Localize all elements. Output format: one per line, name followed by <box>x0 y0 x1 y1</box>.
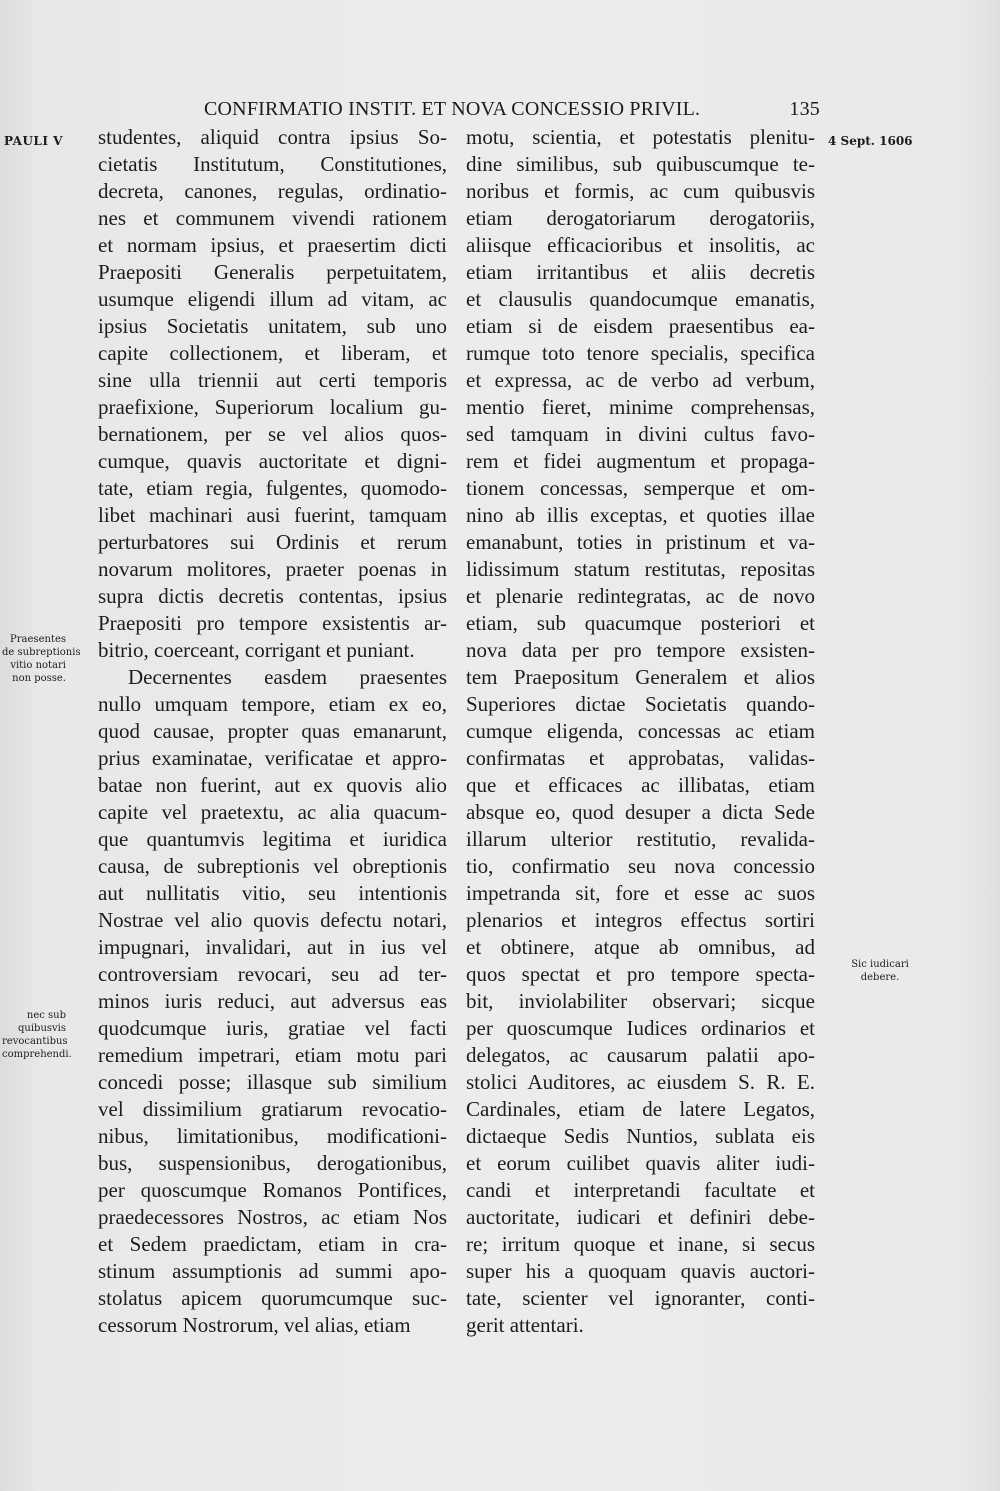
text-line: cumque eligenda, concessas ac etiam <box>466 719 815 743</box>
text-line: nova data per pro tempore exsisten- <box>466 638 815 662</box>
text-line: et obtinere, atque ab omnibus, ad <box>466 935 815 959</box>
running-head <box>204 98 820 124</box>
running-head-title: CONFIRMATIO INSTIT. ET NOVA CONCESSIO PRIVIL. <box>204 98 701 120</box>
text-line: etiam irritantibus et aliis decretis <box>466 260 815 284</box>
text-line: impugnari, invalidari, aut in ius vel <box>98 935 447 959</box>
text-line: que et efficaces ac illibatas, etiam <box>466 773 815 797</box>
text-line: Praepositi pro tempore exsistentis ar- <box>98 611 447 635</box>
text-line: capite collectionem, et liberam, et <box>98 341 447 365</box>
margin-note-revocation <box>2 1009 72 1061</box>
text-line: super his a quoquam quavis auctori- <box>466 1259 815 1283</box>
text-line: controversiam revocari, seu ad ter- <box>98 962 447 986</box>
text-line: ipsius Societatis unitatem, sub uno <box>98 314 447 338</box>
text-line: dine similibus, sub quibuscumque te- <box>466 152 815 176</box>
text-line: tionem concessas, semperque et om- <box>466 476 815 500</box>
margin-note-line: de subreptionis <box>2 647 81 658</box>
margin-note-line: comprehendi. <box>2 1049 72 1060</box>
text-line: re; irritum quoque et inane, si secus <box>466 1232 815 1256</box>
text-line: minos iuris reduci, aut adversus eas <box>98 989 447 1013</box>
right-text-column <box>466 124 815 1339</box>
margin-pope-name: PAULI V <box>4 134 63 148</box>
text-line: mentio fieret, minime comprehensas, <box>466 395 815 419</box>
text-line: tate, etiam regia, fulgentes, quomodo- <box>98 476 447 500</box>
text-line: praedecessores Nostros, ac etiam Nos <box>98 1205 447 1229</box>
text-line: etiam, sub quacumque posteriori et <box>466 611 815 635</box>
text-line: libet machinari ausi fuerint, tamquam <box>98 503 447 527</box>
margin-note-line: vitio notari <box>10 660 66 671</box>
text-line: et clausulis quandocumque emanatis, <box>466 287 815 311</box>
text-line: concedi posse; illasque sub similium <box>98 1070 447 1094</box>
margin-note-line: Praesentes <box>10 634 66 645</box>
text-line: bernationem, per se vel alios quos- <box>98 422 447 446</box>
margin-date: 4 Sept. 1606 <box>828 134 913 148</box>
text-line: aliisque efficacioribus et insolitis, ac <box>466 233 815 257</box>
text-line: nibus, limitationibus, modificationi- <box>98 1124 447 1148</box>
text-line: novarum molitores, praeter poenas in <box>98 557 447 581</box>
text-line: perturbatores sui Ordinis et rerum <box>98 530 447 554</box>
text-line: confirmatas et approbatas, validas- <box>466 746 815 770</box>
text-line: emanabunt, toties in pristinum et va- <box>466 530 815 554</box>
left-text-column <box>98 124 447 1339</box>
margin-note-line: debere. <box>860 972 900 983</box>
margin-note-subreption <box>2 633 81 685</box>
text-line: quodcumque iuris, gratiae vel facti <box>98 1016 447 1040</box>
text-line: stolici Auditores, ac eiusdem S. R. E. <box>466 1070 815 1094</box>
text-line: dictaeque Sedis Nuntios, sublata eis <box>466 1124 815 1148</box>
text-line: sine ulla triennii aut certi temporis <box>98 368 447 392</box>
text-line: quod causae, propter quas emanarunt, <box>98 719 447 743</box>
text-line: Decernentes easdem praesentes <box>128 665 447 689</box>
text-line: gerit attentari. <box>466 1313 584 1337</box>
text-line: causa, de subreptionis vel obreptionis <box>98 854 447 878</box>
text-line: et expressa, ac de verbo ad verbum, <box>466 368 815 392</box>
text-line: nullo umquam tempore, etiam ex eo, <box>98 692 447 716</box>
text-line: bitrio, coerceant, corrigant et puniant. <box>98 638 415 662</box>
text-line: batae non fuerint, aut ex quovis alio <box>98 773 447 797</box>
margin-note-line: nec sub <box>26 1010 66 1021</box>
text-line: motu, scientia, et potestatis plenitu- <box>466 125 815 149</box>
text-line: per quoscumque Romanos Pontifices, <box>98 1178 447 1202</box>
text-line: cumque, quavis auctoritate et digni- <box>98 449 447 473</box>
text-line: sed tamquam in divini cultus favo- <box>466 422 815 446</box>
text-line: decreta, canones, regulas, ordinatio- <box>98 179 447 203</box>
margin-note-line: quibusvis <box>18 1023 66 1034</box>
text-line: impetranda sit, fore et esse ac suos <box>466 881 815 905</box>
text-line: et Sedem praedictam, etiam in cra- <box>98 1232 447 1256</box>
text-line: rem et fidei augmentum et propaga- <box>466 449 815 473</box>
text-line: absque eo, quod desuper a dicta Sede <box>466 800 815 824</box>
text-line: capite vel praetextu, ac alia quacum- <box>98 800 447 824</box>
text-line: nes et communem vivendi rationem <box>98 206 447 230</box>
margin-note-judging <box>838 958 922 984</box>
text-line: Nostrae vel alio quovis defectu notari, <box>98 908 447 932</box>
text-line: vel dissimilium gratiarum revocatio- <box>98 1097 447 1121</box>
text-line: tate, scienter vel ignoranter, conti- <box>466 1286 815 1310</box>
text-line: auctoritate, iudicari et definiri debe- <box>466 1205 815 1229</box>
text-line: illarum ulterior restitutio, revalida- <box>466 827 815 851</box>
text-line: noribus et formis, ac cum quibusvis <box>466 179 815 203</box>
text-line: etiam derogatoriarum derogatoriis, <box>466 206 815 230</box>
text-line: Praepositi Generalis perpetuitatem, <box>98 260 447 284</box>
margin-note-line: revocantibus <box>2 1036 68 1047</box>
margin-note-line: Sic iudicari <box>851 959 909 970</box>
text-line: cessorum Nostrorum, vel alias, etiam <box>98 1313 411 1337</box>
text-line: aut nullitatis vitio, seu intentionis <box>98 881 447 905</box>
text-line: bus, suspensionibus, derogationibus, <box>98 1151 447 1175</box>
text-line: Cardinales, etiam de latere Legatos, <box>466 1097 815 1121</box>
text-line: que quantumvis legitima et iuridica <box>98 827 447 851</box>
text-line: etiam si de eisdem praesentibus ea- <box>466 314 815 338</box>
text-line: usumque eligendi illum ad vitam, ac <box>98 287 447 311</box>
text-line: stolatus apicem quorumcumque suc- <box>98 1286 447 1310</box>
text-line: rumque toto tenore specialis, specifica <box>466 341 815 365</box>
text-line: per quoscumque Iudices ordinarios et <box>466 1016 815 1040</box>
text-line: praefixione, Superiorum localium gu- <box>98 395 447 419</box>
text-line: bit, inviolabiliter observari; sicque <box>466 989 815 1013</box>
text-line: cietatis Institutum, Constitutiones, <box>98 152 447 176</box>
text-line: tio, confirmatio seu nova concessio <box>466 854 815 878</box>
text-line: tem Praepositum Generalem et alios <box>466 665 815 689</box>
text-line: prius examinatae, verificatae et appro- <box>98 746 447 770</box>
text-line: delegatos, ac causarum palatii apo- <box>466 1043 815 1067</box>
text-line: supra dictis decretis contentas, ipsius <box>98 584 447 608</box>
text-line: studentes, aliquid contra ipsius So- <box>98 125 447 149</box>
text-line: et normam ipsius, et praesertim dicti <box>98 233 447 257</box>
margin-note-line: non posse. <box>12 673 66 684</box>
text-line: remedium impetrari, etiam motu pari <box>98 1043 447 1067</box>
text-line: plenarios et integros effectus sortiri <box>466 908 815 932</box>
text-line: nino ab illis exceptas, et quoties illae <box>466 503 815 527</box>
text-line: lidissimum statum restitutas, repositas <box>466 557 815 581</box>
page-number: 135 <box>789 98 820 120</box>
text-line: stinum assumptionis ad summi apo- <box>98 1259 447 1283</box>
text-line: candi et interpretandi facultate et <box>466 1178 815 1202</box>
text-line: quos spectat et pro tempore specta- <box>466 962 815 986</box>
text-line: Superiores dictae Societatis quando- <box>466 692 815 716</box>
text-line: et eorum cuilibet quavis aliter iudi- <box>466 1151 815 1175</box>
text-line: et plenarie redintegratas, ac de novo <box>466 584 815 608</box>
